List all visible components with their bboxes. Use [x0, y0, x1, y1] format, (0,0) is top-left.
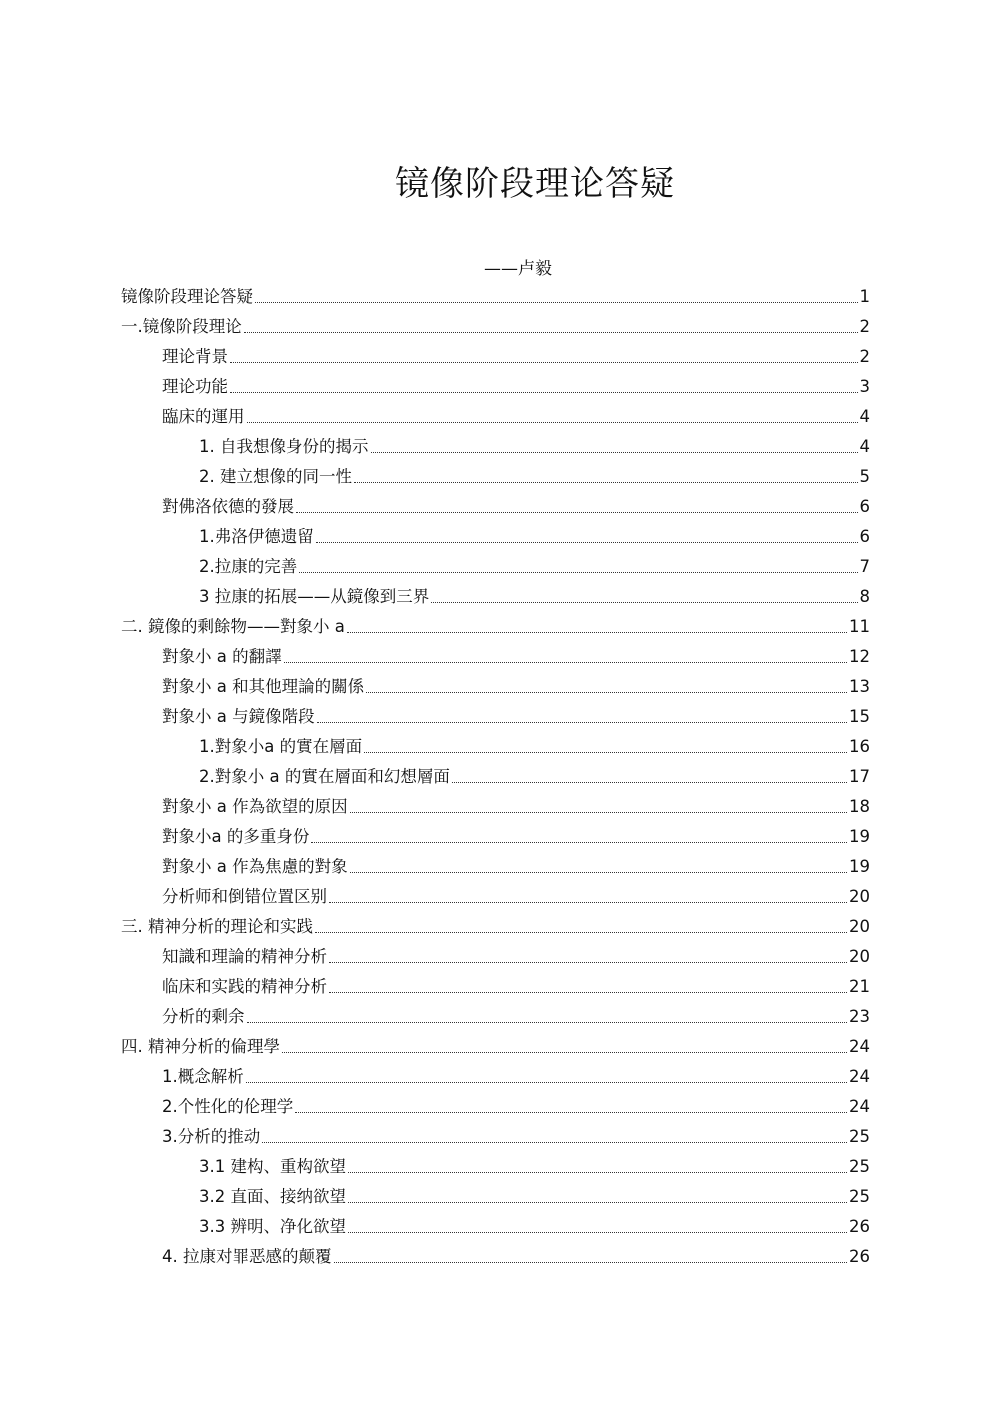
toc-dot-leader [366, 691, 847, 693]
toc-entry-label: 镜像阶段理论答疑 [121, 287, 253, 306]
toc-entry-label: 對象小a 的多重身份 [162, 827, 310, 846]
toc-entry[interactable] [0, 878, 992, 908]
toc-entry[interactable] [0, 998, 992, 1028]
document-author: ——卢毅 [484, 259, 552, 279]
toc-entry-page-number: 3 [859, 377, 870, 396]
toc-entry-label: 临床和实践的精神分析 [162, 977, 327, 996]
toc-entry[interactable] [0, 638, 992, 668]
toc-dot-leader [244, 331, 858, 333]
toc-entry-page-number: 21 [849, 977, 870, 996]
toc-entry-label: 對象小 a 作為欲望的原因 [162, 797, 348, 816]
toc-entry-page-number: 20 [849, 887, 870, 906]
toc-entry[interactable] [0, 968, 992, 998]
toc-entry[interactable] [0, 608, 992, 638]
toc-entry[interactable] [0, 728, 992, 758]
toc-entry-page-number: 7 [859, 557, 870, 576]
toc-dot-leader [311, 841, 847, 843]
toc-entry-page-number: 1 [859, 287, 870, 306]
toc-entry-label: 知識和理論的精神分析 [162, 947, 327, 966]
toc-entry-page-number: 13 [849, 677, 870, 696]
toc-entry-page-number: 8 [859, 587, 870, 606]
toc-entry[interactable] [0, 668, 992, 698]
toc-dot-leader [371, 451, 858, 453]
toc-dot-leader [247, 421, 858, 423]
toc-entry[interactable] [0, 1148, 992, 1178]
toc-dot-leader [255, 301, 858, 303]
toc-entry-label: 2. 建立想像的同一性 [199, 467, 352, 486]
toc-dot-leader [334, 1261, 848, 1263]
toc-entry[interactable] [0, 1208, 992, 1238]
toc-entry[interactable] [0, 1028, 992, 1058]
toc-entry-page-number: 26 [849, 1217, 870, 1236]
toc-dot-leader [299, 571, 857, 573]
toc-entry-page-number: 24 [849, 1097, 870, 1116]
toc-entry-page-number: 25 [849, 1157, 870, 1176]
toc-entry[interactable] [0, 848, 992, 878]
toc-dot-leader [452, 781, 847, 783]
toc-entry-page-number: 11 [849, 617, 870, 636]
toc-entry[interactable] [0, 758, 992, 788]
toc-entry[interactable] [0, 308, 992, 338]
toc-entry-label: 理论功能 [162, 377, 228, 396]
toc-entry[interactable] [0, 578, 992, 608]
toc-dot-leader [348, 1201, 847, 1203]
toc-entry[interactable] [0, 1118, 992, 1148]
toc-entry[interactable] [0, 278, 992, 308]
toc-entry-page-number: 26 [849, 1247, 870, 1266]
toc-entry-page-number: 19 [849, 857, 870, 876]
toc-entry-page-number: 6 [859, 527, 870, 546]
toc-entry[interactable] [0, 458, 992, 488]
toc-entry-page-number: 5 [859, 467, 870, 486]
toc-entry-page-number: 4 [859, 407, 870, 426]
toc-entry-page-number: 12 [849, 647, 870, 666]
toc-entry[interactable] [0, 908, 992, 938]
toc-entry-page-number: 24 [849, 1037, 870, 1056]
toc-entry-page-number: 17 [849, 767, 870, 786]
toc-entry-page-number: 18 [849, 797, 870, 816]
toc-entry-label: 3.3 辨明、净化欲望 [199, 1217, 346, 1236]
toc-entry-label: 1.概念解析 [162, 1067, 244, 1086]
toc-dot-leader [350, 811, 847, 813]
toc-dot-leader [246, 1081, 847, 1083]
toc-entry[interactable] [0, 548, 992, 578]
toc-entry[interactable] [0, 1178, 992, 1208]
toc-entry-page-number: 16 [849, 737, 870, 756]
toc-entry[interactable] [0, 698, 992, 728]
toc-entry[interactable] [0, 338, 992, 368]
toc-dot-leader [317, 721, 847, 723]
document-title: 镜像阶段理论答疑 [395, 164, 675, 204]
toc-dot-leader [350, 871, 847, 873]
toc-entry-page-number: 6 [859, 497, 870, 516]
toc-dot-leader [230, 391, 858, 393]
table-of-contents [0, 278, 992, 1268]
toc-entry-page-number: 25 [849, 1187, 870, 1206]
toc-dot-leader [364, 751, 847, 753]
toc-entry-label: 對象小 a 和其他理論的關係 [162, 677, 365, 696]
toc-entry-label: 分析师和倒错位置区别 [162, 887, 327, 906]
toc-entry[interactable] [0, 488, 992, 518]
toc-entry-label: 1.對象小a 的實在層面 [199, 737, 363, 756]
toc-dot-leader [315, 931, 847, 933]
toc-entry[interactable] [0, 428, 992, 458]
toc-entry[interactable] [0, 518, 992, 548]
toc-entry-label: 1. 自我想像身份的揭示 [199, 437, 369, 456]
toc-entry-label: 對象小 a 作為焦慮的對象 [162, 857, 348, 876]
toc-entry-label: 分析的剩余 [162, 1007, 245, 1026]
toc-dot-leader [230, 361, 858, 363]
toc-dot-leader [348, 1231, 847, 1233]
toc-entry-label: 2.對象小 a 的實在層面和幻想層面 [199, 767, 450, 786]
toc-entry-page-number: 23 [849, 1007, 870, 1026]
toc-dot-leader [348, 1171, 847, 1173]
toc-entry-label: 3.分析的推动 [162, 1127, 261, 1146]
toc-entry-label: 3.2 直面、接纳欲望 [199, 1187, 346, 1206]
toc-entry-page-number: 25 [849, 1127, 870, 1146]
toc-entry-label: 2.拉康的完善 [199, 557, 298, 576]
toc-dot-leader [354, 481, 858, 483]
toc-entry-label: 3 拉康的拓展——从鏡像到三界 [199, 587, 430, 606]
toc-dot-leader [347, 631, 847, 633]
toc-entry-page-number: 2 [859, 317, 870, 336]
toc-dot-leader [296, 511, 858, 513]
toc-entry-label: 3.1 建构、重构欲望 [199, 1157, 346, 1176]
toc-entry-label: 四. 精神分析的倫理學 [121, 1037, 280, 1056]
toc-entry-page-number: 15 [849, 707, 870, 726]
toc-dot-leader [329, 991, 847, 993]
toc-entry-label: 對象小 a 与鏡像階段 [162, 707, 315, 726]
toc-entry-label: 對佛洛依德的發展 [162, 497, 294, 516]
toc-entry-label: 對象小 a 的翻譯 [162, 647, 282, 666]
toc-entry-label: 理论背景 [162, 347, 228, 366]
toc-dot-leader [284, 661, 847, 663]
toc-dot-leader [329, 961, 847, 963]
toc-entry-page-number: 4 [859, 437, 870, 456]
toc-dot-leader [247, 1021, 848, 1023]
toc-entry-label: 二. 鏡像的剩餘物——對象小 a [121, 617, 345, 636]
toc-entry-label: 臨床的運用 [162, 407, 245, 426]
toc-entry[interactable] [0, 1238, 992, 1268]
toc-dot-leader [431, 601, 857, 603]
toc-entry-page-number: 24 [849, 1067, 870, 1086]
toc-entry-page-number: 19 [849, 827, 870, 846]
toc-entry-label: 一.镜像阶段理论 [121, 317, 242, 336]
toc-entry-page-number: 20 [849, 917, 870, 936]
toc-dot-leader [262, 1141, 847, 1143]
toc-entry[interactable] [0, 368, 992, 398]
toc-entry[interactable] [0, 938, 992, 968]
toc-dot-leader [282, 1051, 847, 1053]
toc-dot-leader [295, 1111, 847, 1113]
toc-entry-label: 三. 精神分析的理论和实践 [121, 917, 313, 936]
toc-entry-label: 1.弗洛伊德遗留 [199, 527, 314, 546]
toc-entry[interactable] [0, 1088, 992, 1118]
toc-entry[interactable] [0, 1058, 992, 1088]
toc-entry-label: 4. 拉康对罪恶感的颠覆 [162, 1247, 332, 1266]
toc-entry-page-number: 20 [849, 947, 870, 966]
toc-entry-page-number: 2 [859, 347, 870, 366]
toc-entry-label: 2.个性化的伦理学 [162, 1097, 294, 1116]
toc-entry[interactable] [0, 398, 992, 428]
toc-dot-leader [329, 901, 847, 903]
toc-dot-leader [316, 541, 858, 543]
toc-entry[interactable] [0, 788, 992, 818]
toc-entry[interactable] [0, 818, 992, 848]
